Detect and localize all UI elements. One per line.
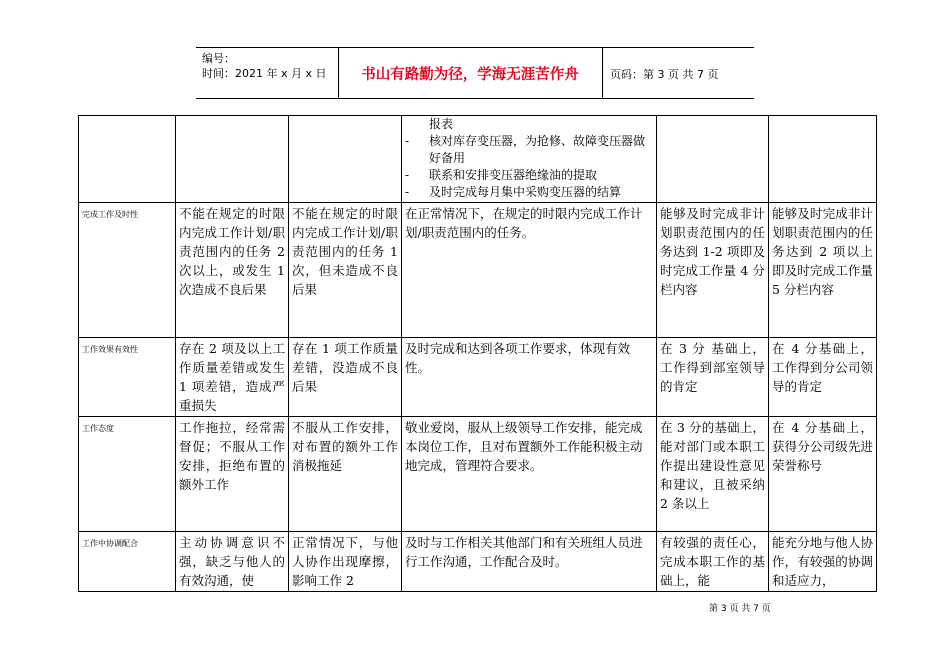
table-row — [79, 417, 877, 532]
score-3-cell: 敬业爱岗，服从上级领导工作安排，能完成本岗位工作，且对布置额外工作能积极主动地完成，管理符合要求。 — [402, 417, 657, 532]
list-dash: - — [405, 185, 410, 199]
page-footer: 第 3 页 共 7 页 — [709, 604, 771, 614]
score-3-cell — [402, 116, 657, 203]
score-3-cell: 及时完成和达到各项工作要求，体现有效性。 — [402, 338, 657, 417]
task-text: 核对库存变压器，为抢修、故障变压器做好备用 — [429, 134, 646, 165]
score-2-cell: 不服从工作安排，对布置的额外工作消极拖延 — [289, 417, 402, 532]
task-text: 联系和安排变压器绝缘油的提取 — [429, 168, 598, 182]
continuation-text: 报表 — [429, 117, 454, 131]
score-4-cell: 在 3 分的基础上，能对部门或本职工作提出建设性意见和建议，且被采纳 2 条以上 — [657, 417, 769, 532]
score-1-cell — [176, 116, 289, 203]
score-5-cell — [769, 116, 877, 203]
list-item — [405, 133, 653, 167]
score-5-cell: 能充分地与他人协作，有较强的协调和适应力， — [769, 532, 877, 592]
score-1-cell: 不能在规定的时限内完成工作计划/职责范围内的任务 2 次以上，或发生 1 次造成不良后果 — [176, 203, 289, 338]
table-row — [79, 203, 877, 338]
task-text: 及时完成每月集中采购变压器的结算 — [429, 185, 622, 199]
table-row — [79, 116, 877, 203]
score-4-cell: 在 3 分 基础上，工作得到部室领导的肯定 — [657, 338, 769, 417]
list-item — [405, 184, 653, 201]
score-2-cell: 不能在规定的时限内完成工作计划/职责范围内的任务 1 次，但未造成不良后果 — [289, 203, 402, 338]
header-divider — [602, 47, 603, 99]
score-3-cell: 及时与工作相关其他部门和有关班组人员进行工作沟通，工作配合及时。 — [402, 532, 657, 592]
score-1-cell: 工作拖拉，经常需督促；不服从工作安排，拒绝布置的额外工作 — [176, 417, 289, 532]
table-row — [79, 532, 877, 592]
task-list — [405, 133, 653, 201]
item-cell: 完成工作及时性 — [79, 203, 176, 338]
item-cell: 工作态度 — [79, 417, 176, 532]
score-4-cell: 有较强的责任心，完成本职工作的基础上，能 — [657, 532, 769, 592]
score-1-cell: 主动协调意识不强，缺乏与他人的有效沟通，使 — [176, 532, 289, 592]
document-header — [196, 47, 754, 99]
item-cell: 工作效果有效性 — [79, 338, 176, 417]
score-1-cell: 存在 2 项及以上工作质量差错或发生 1 项差错，造成严重损失 — [176, 338, 289, 417]
header-left-block — [202, 51, 327, 81]
list-dash: - — [405, 134, 410, 148]
score-5-cell: 在 4 分基础上，工作得到分公司领导的肯定 — [769, 338, 877, 417]
score-2-cell — [289, 116, 402, 203]
list-item — [405, 167, 653, 184]
table-row — [79, 338, 877, 417]
score-3-cell: 在正常情况下，在规定的时限内完成工作计划/职责范围内的任务。 — [402, 203, 657, 338]
item-cell — [79, 116, 176, 203]
item-cell: 工作中协调配合 — [79, 532, 176, 592]
list-dash: - — [405, 168, 410, 182]
header-page-number: 页码：第 3 页 共 7 页 — [610, 68, 719, 81]
evaluation-table — [78, 115, 877, 592]
score-4-cell — [657, 116, 769, 203]
score-5-cell: 在 4 分基础上，获得分公司级先进荣誉称号 — [769, 417, 877, 532]
score-2-cell: 正常情况下，与他人协作出现摩擦，影响工作 2 — [289, 532, 402, 592]
score-5-cell: 能够及时完成非计划职责范围内的任务达到 2 项以上即及时完成工作量 5 分栏内容 — [769, 203, 877, 338]
score-4-cell: 能够及时完成非计划职责范围内的任务达到 1-2 项即及时完成工作量 4 分栏内容 — [657, 203, 769, 338]
score-2-cell: 存在 1 项工作质量差错，没造成不良后果 — [289, 338, 402, 417]
header-motto: 书山有路勤为径，学海无涯苦作舟 — [361, 66, 579, 83]
document-number-label: 编号： — [202, 52, 235, 65]
document-time: 时间：2021 年 x 月 x 日 — [202, 67, 327, 80]
